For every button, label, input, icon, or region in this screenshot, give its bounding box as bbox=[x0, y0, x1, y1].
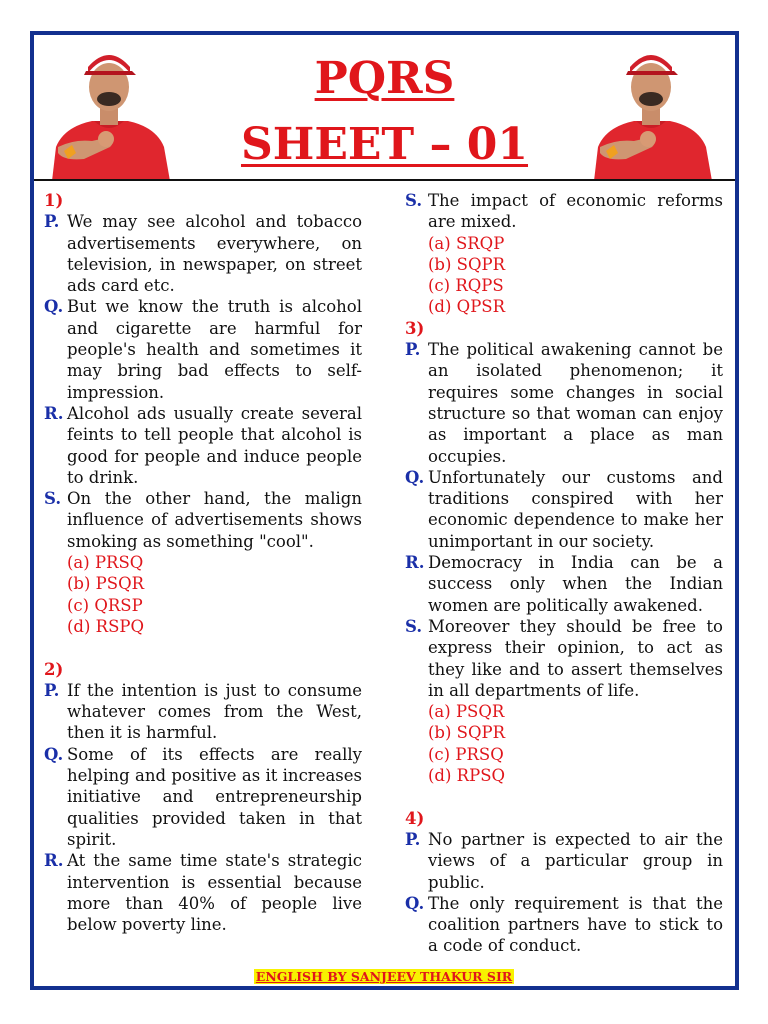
sentence-label: S. bbox=[405, 616, 423, 636]
sentence-item bbox=[405, 552, 723, 616]
answer-option: (b) SQPR bbox=[428, 723, 506, 743]
sentence-item bbox=[44, 488, 362, 552]
sentence-item bbox=[405, 339, 723, 467]
sentence-label: Q. bbox=[405, 893, 425, 913]
sentence-item bbox=[44, 403, 362, 488]
title-line-1: PQRS bbox=[314, 53, 455, 104]
answer-option: (d) RPSQ bbox=[428, 766, 506, 786]
spacer bbox=[44, 637, 362, 658]
sentence-label: Q. bbox=[44, 744, 64, 764]
answer-option: (b) PSQR bbox=[67, 574, 145, 594]
sentence-label: P. bbox=[44, 680, 60, 700]
sentence-text: Unfortunately our customs and traditions conspired with her economic dependence to make her unimportant in our society. bbox=[428, 467, 723, 551]
answer-option: (a) PSQR bbox=[428, 702, 505, 722]
answer-option: (a) PRSQ bbox=[67, 553, 144, 573]
sentence-text: The only requirement is that the coalition partners have to stick to a code of conduct. bbox=[428, 893, 723, 956]
sentence-text: No partner is expected to air the views of a particular group in public. bbox=[428, 829, 723, 892]
title-line-2: SHEET – 01 bbox=[240, 119, 529, 170]
header bbox=[34, 35, 735, 181]
sentence-text: At the same time state's strategic intervention is essential because more than 40% of people live below poverty line. bbox=[67, 851, 362, 935]
sentence-text: Alcohol ads usually create several feints to tell people that alcohol is good for people and induce people to drink. bbox=[67, 403, 362, 487]
sentence-text: The impact of economic reforms are mixed. bbox=[428, 191, 723, 232]
question-number: 2) bbox=[44, 659, 64, 679]
sentence-item bbox=[405, 829, 723, 893]
sentence-label: P. bbox=[405, 829, 421, 849]
sentence-item bbox=[44, 850, 362, 935]
answer-option: (d) RSPQ bbox=[67, 616, 145, 636]
right-column bbox=[405, 190, 723, 957]
sentence-item bbox=[405, 190, 723, 233]
sentence-text: Democracy in India can be a success only when the Indian women are politically awakened. bbox=[428, 553, 723, 615]
footer-credit: ENGLISH BY SANJEEV THAKUR SIR bbox=[255, 969, 513, 984]
sentence-item bbox=[405, 467, 723, 552]
answer-option: (c) QRSP bbox=[67, 595, 143, 615]
sentence-item bbox=[44, 296, 362, 402]
sentence-item bbox=[44, 211, 362, 296]
question-number: 1) bbox=[44, 191, 64, 210]
sentence-item bbox=[44, 680, 362, 744]
answer-option: (a) SRQP bbox=[428, 233, 505, 253]
sentence-label: R. bbox=[405, 553, 425, 573]
left-column bbox=[44, 190, 362, 935]
sentence-text: If the intention is just to consume whatever comes from the West, then it is harmful. bbox=[67, 680, 362, 743]
sentence-text: Some of its effects are really helping and positive as it increases initiative and entrepreneurship qualities provided taken in that spirit. bbox=[67, 744, 362, 849]
sentence-text: We may see alcohol and tobacco advertisements everywhere, on television, in newspaper, on street ads card etc. bbox=[67, 212, 362, 296]
sentence-text: But we know the truth is alcohol and cigarette are harmful for people's health and sometimes it may bring bad effects to self-impression. bbox=[67, 297, 362, 402]
presenter-photo-right bbox=[586, 35, 716, 181]
spacer bbox=[405, 786, 723, 807]
answer-option: (d) QPSR bbox=[428, 297, 506, 317]
answer-option: (c) RQPS bbox=[428, 276, 504, 296]
sentence-label: R. bbox=[44, 851, 64, 871]
sentence-label: P. bbox=[44, 212, 60, 232]
footer bbox=[0, 966, 768, 985]
sentence-text: On the other hand, the malign influence of advertisements shows smoking as something "cool". bbox=[67, 489, 362, 551]
sentence-label: R. bbox=[44, 403, 64, 423]
sentence-item bbox=[405, 616, 723, 701]
sentence-text: Moreover they should be free to express their opinion, to act as they like and to assert themselves in all departments of life. bbox=[428, 616, 723, 700]
question-number: 3) bbox=[405, 318, 425, 338]
question-number: 4) bbox=[405, 808, 425, 828]
answer-option: (b) SQPR bbox=[428, 254, 506, 274]
sentence-item bbox=[44, 744, 362, 850]
sentence-item bbox=[405, 893, 723, 957]
sentence-label: Q. bbox=[405, 467, 425, 487]
header-divider bbox=[34, 179, 735, 181]
sentence-text: The political awakening cannot be an isolated phenomenon; it requires some changes in social structure so that woman can enjoy as important a place as man occupies. bbox=[428, 340, 723, 466]
sentence-label: S. bbox=[405, 191, 423, 210]
sentence-label: S. bbox=[44, 489, 62, 509]
sentence-label: Q. bbox=[44, 297, 64, 317]
sentence-label: P. bbox=[405, 340, 421, 360]
answer-option: (c) PRSQ bbox=[428, 744, 504, 764]
